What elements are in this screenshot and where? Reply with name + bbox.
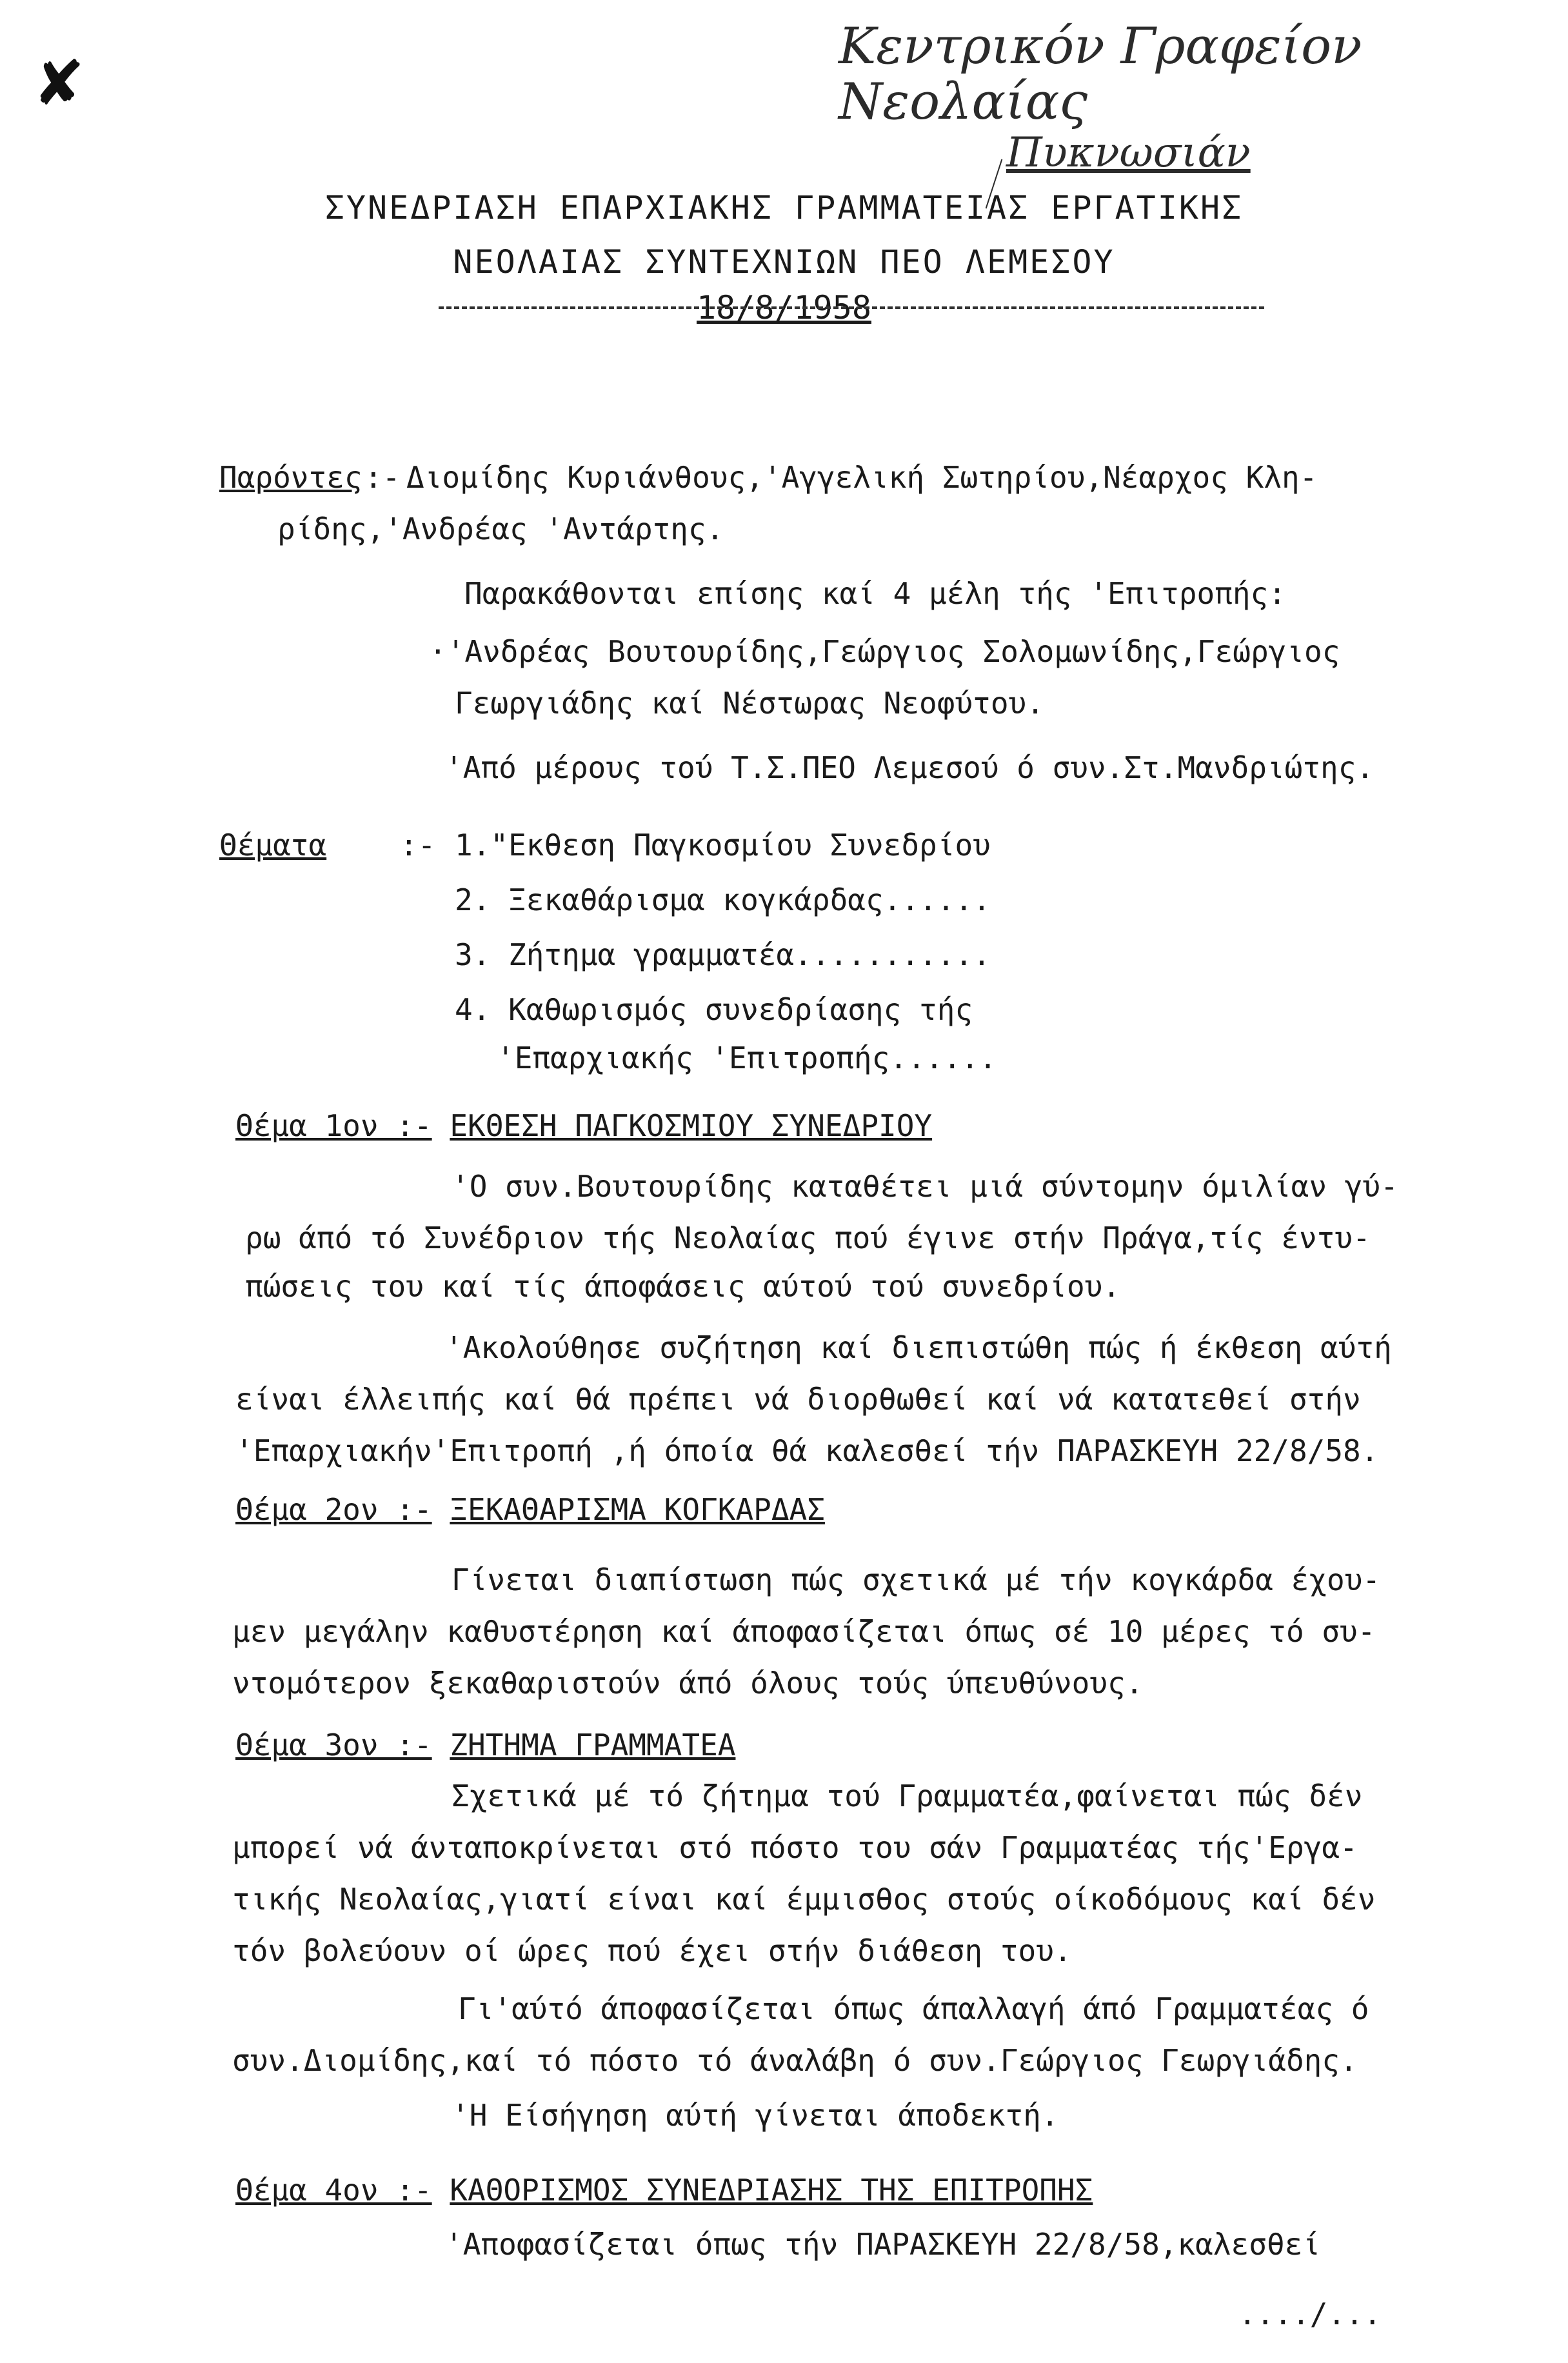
section-heading-title: ΖΗΤΗΜΑ ΓΡΑΜΜΑΤΕΑ	[450, 1728, 736, 1762]
section-line: μεν μεγάλην καθυστέρηση καί άποφασίζεται όπως σέ 10 μέρες τό συ-	[232, 1614, 1376, 1649]
attendees-line-1: Διομίδης Κυριάνθους,'Αγγελική Σωτηρίου,Νέαρχος Κλη-	[406, 460, 1318, 495]
topic-item: 1."Εκθεση Παγκοσμίου Συνεδρίου	[455, 828, 991, 862]
section-heading	[235, 1719, 735, 1771]
section-heading-label: Θέμα 2ον :-	[235, 1492, 432, 1527]
section-heading	[235, 1484, 825, 1535]
section-line: τικής Νεολαίας,γιατί είναι καί έμμισθος στούς οίκοδόμους καί δέν	[232, 1882, 1376, 1917]
section-line: ρω άπό τό Συνέδριον τής Νεολαίας πού έγινε στήν Πράγα,τίς έντυ-	[245, 1221, 1371, 1255]
handwritten-annotation	[839, 19, 1568, 175]
section-heading-title: ΕΚΘΕΣΗ ΠΑΓΚΟΣΜΙΟΥ ΣΥΝΕΔΡΙΟΥ	[450, 1108, 933, 1143]
party-representative-line: 'Από μέρους τού Τ.Σ.ΠΕΟ Λεμεσού ό συν.Στ.Μανδριώτης.	[445, 750, 1374, 785]
section-line: 'Η Είσήγηση αύτή γίνεται άποδεκτή.	[452, 2098, 1059, 2133]
section-heading-title: ΚΑΘΟΡΙΣΜΟΣ ΣΥΝΕΔΡΙΑΣΗΣ ΤΗΣ ΕΠΙΤΡΟΠΗΣ	[450, 2173, 1093, 2208]
margin-mark-icon: ✘	[39, 39, 82, 121]
title-date: 18/8/1958	[697, 289, 871, 326]
members-line-2: Γεωργιάδης καί Νέστωρας Νεοφύτου.	[455, 686, 1044, 721]
section-heading	[235, 1100, 932, 1152]
document-title	[0, 181, 1568, 326]
section-heading-label: Θέμα 3ον :-	[235, 1728, 432, 1762]
invited-line: Παρακάθονται επίσης καί 4 μέλη τής 'Επιτροπής:	[464, 576, 1286, 611]
section-line: ντομότερον ξεκαθαριστούν άπό όλους τούς ύπευθύνους.	[232, 1666, 1144, 1700]
section-heading-label: Θέμα 1ον :-	[235, 1108, 432, 1143]
section-heading-title: ΞΕΚΑΘΑΡΙΣΜΑ ΚΟΓΚΑΡΔΑΣ	[450, 1492, 825, 1527]
section-line: μπορεί νά άνταποκρίνεται στό πόστο του σάν Γραμματέας τής'Εργα-	[232, 1830, 1358, 1865]
title-divider	[439, 306, 1264, 309]
page-continuation: ..../...	[1238, 2297, 1382, 2331]
topic-item: 4. Καθωρισμός συνεδρίασης τής	[455, 992, 973, 1027]
title-line-2: ΝΕΟΛΑΙΑΣ ΣΥΝΤΕΧΝΙΩΝ ΠΕΟ ΛΕΜΕΣΟΥ	[453, 243, 1115, 281]
topic-item: 2. Ξεκαθάρισμα κογκάρδας......	[455, 882, 991, 917]
topics-label: Θέματα	[219, 828, 327, 862]
topic-item: 'Επαρχιακής 'Επιτροπής......	[497, 1041, 997, 1075]
attendees-line-2: ρίδης,'Ανδρέας 'Αντάρτης.	[277, 512, 724, 546]
handwritten-line-2: Πυκνωσιάν	[1006, 128, 1251, 177]
section-line: Σχετικά μέ τό ζήτημα τού Γραμματέα,φαίνεται πώς δέν	[452, 1779, 1363, 1813]
section-line: 'Ο συν.Βουτουρίδης καταθέτει μιά σύντομην όμιλίαν γύ-	[452, 1169, 1398, 1204]
attendees-sep: :-	[364, 460, 401, 495]
title-line-1: ΣΥΝΕΔΡΙΑΣΗ ΕΠΑΡΧΙΑΚΗΣ ΓΡΑΜΜΑΤΕΙΑΣ ΕΡΓΑΤΙΚΗΣ	[324, 189, 1244, 226]
section-line: 'Επαρχιακήν'Επιτροπή ,ή όποία θά καλεσθεί τήν ΠΑΡΑΣΚΕΥΗ 22/8/58.	[235, 1433, 1379, 1468]
section-heading	[235, 2164, 1093, 2216]
section-line: πώσεις του καί τίς άποφάσεις αύτού τού συνεδρίου.	[245, 1269, 1121, 1304]
topics-sep: :-	[400, 828, 436, 862]
section-line: συν.Διομίδης,καί τό πόστο τό άναλάβη ό συν.Γεώργιος Γεωργιάδης.	[232, 2043, 1358, 2078]
section-line: 'Αποφασίζεται όπως τήν ΠΑΡΑΣΚΕΥΗ 22/8/58,καλεσθεί	[445, 2227, 1321, 2262]
members-line-1: ·'Ανδρέας Βουτουρίδης,Γεώργιος Σολομωνίδης,Γεώργιος	[429, 634, 1340, 669]
section-line: Γίνεται διαπίστωση πώς σχετικά μέ τήν κογκάρδα έχου-	[452, 1562, 1381, 1597]
section-line: Γι'αύτό άποφασίζεται όπως άπαλλαγή άπό Γραμματέας ό	[458, 1991, 1369, 2026]
section-line: τόν βολεύουν οί ώρες πού έχει στήν διάθεση του.	[232, 1933, 1072, 1968]
section-heading-label: Θέμα 4ον :-	[235, 2173, 432, 2208]
topic-item: 3. Ζήτημα γραμματέα...........	[455, 937, 991, 972]
section-line: 'Ακολούθησε συζήτηση καί διεπιστώθη πώς ή έκθεση αύτή	[445, 1330, 1392, 1365]
handwritten-line-1: Κεντρικόν Γραφείον Νεολαίας	[839, 17, 1362, 131]
section-line: είναι έλλειπής καί θά πρέπει νά διορθωθεί καί νά κατατεθεί στήν	[235, 1382, 1361, 1417]
attendees-label: Παρόντες	[219, 460, 362, 495]
